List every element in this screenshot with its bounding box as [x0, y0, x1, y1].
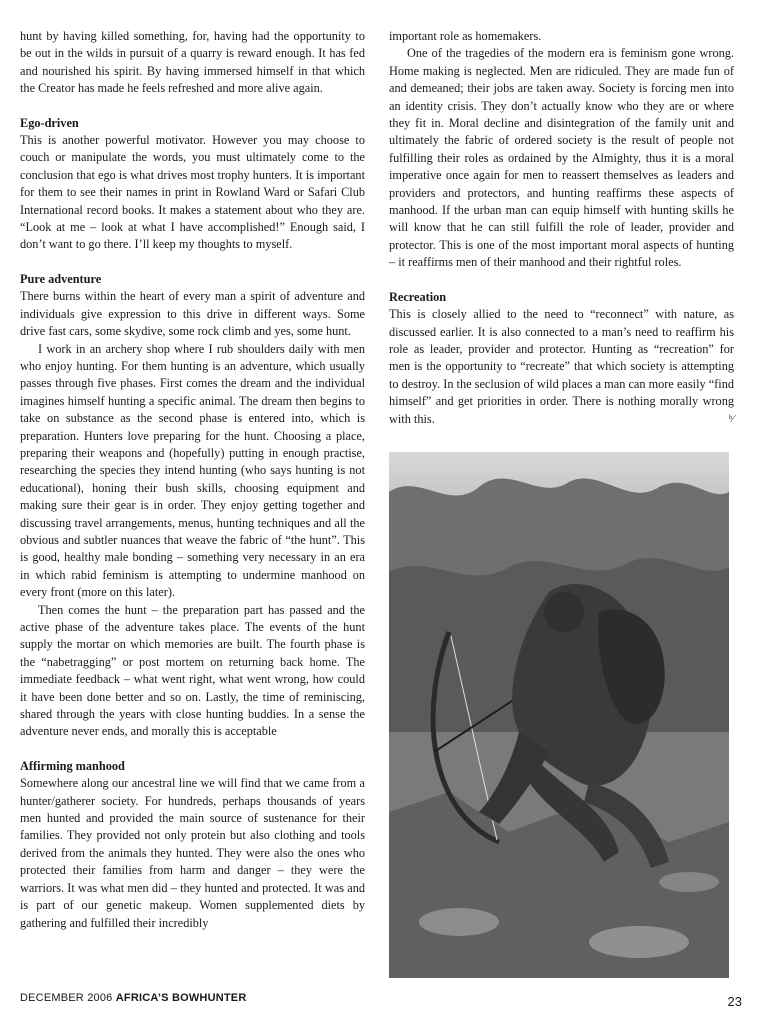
section-heading-recreation: Recreation	[389, 289, 447, 304]
left-column	[20, 28, 365, 932]
paragraph: important role as homemakers.	[389, 29, 542, 43]
section-heading-affirming-manhood: Affirming manhood	[20, 758, 125, 773]
right-column	[389, 28, 734, 428]
paragraph	[389, 306, 734, 428]
section-heading-pure-adventure: Pure adventure	[20, 271, 102, 286]
hunter-head	[544, 592, 584, 632]
rock	[659, 872, 719, 892]
paragraph: Somewhere along our ancestral line we will find that we came from a hunter/gatherer society. For hundreds, perhaps thousands of years men hunted and provided the main source of sustenance for their families. They provided not only protein but also clothing and tools derived from the animals they hunted. They were also the ones who protected their families from harm and danger – they were the warriors. It was what men did – they hunted and protected. It was and is part of our genetic makeup. Women supplemented diets by gathering and fulfilled their incredibly	[20, 776, 365, 930]
rock	[419, 908, 499, 936]
bowhunter-photo	[389, 452, 729, 978]
paragraph: This is another powerful motivator. However you may choose to couch or manipulate the words, you must ultimately come to the conclusion that ego is what drives most trophy hunters. It is important for them to see their names in print in Rowland Ward or Safari Club International record books. It makes a statement about who they are. “Look at me – look at what I have accomplished!” Enough said, I don’t want to go there. I’ll keep my thoughts to myself.	[20, 133, 365, 252]
bowhunter-illustration	[389, 452, 729, 978]
issue-date: DECEMBER 2006	[20, 992, 113, 1004]
footer-issue-line	[20, 992, 246, 1004]
paragraph: One of the tragedies of the modern era is feminism gone wrong. Home making is neglected. Men are ridiculed. They are made fun of and demeaned; their jobs are taken away. Society is forcing men into an identity crisis. They don’t actually know who they are or where they fit in. Moral decline and disintegration of the family unit and ultimately the fabric of ordered society is the result of people not fulfilling their roles as ordained by the Almighty, thus it is a moral imperative once again for men to reassert themselves as leaders and providers and protectors, and hunting reaffirms these aspects of manhood. If the urban man can equip himself with hunting skills he will know that he can still fulfill the role of leader, provider and protector. This is one of the most important moral aspects of hunting – it reaffirms men of their manhood and their rightful roles.	[389, 46, 734, 270]
section-heading-ego-driven: Ego-driven	[20, 115, 79, 130]
paragraph: hunt by having killed something, for, having had the opportunity to be out in the wilds in pursuit of a quarry is reward enough. It has fed and nourished his spirit. By having immersed himself in that which the Creator has made he feels refreshed and more alive again.	[20, 29, 365, 96]
paragraph: Then comes the hunt – the preparation part has passed and the active phase of the adventure takes place. The events of the hunt supply the mortar on which memories are built. The fourth phase is the “nabetragging” or post mortem on returning back home. The immediate feedback – what went right, what went wrong, how could it have been done better and so on. Lastly, the time of reminiscing, shared through the years with close hunting buddies. In a sense the adventure never ends, and morally this is acceptable	[20, 602, 365, 739]
paragraph: There burns within the heart of every man a spirit of adventure and individuals give expression to this drive in different ways. Some drive fast cars, some skydive, some rock climb and yes, some hunt.	[20, 289, 365, 339]
paragraph: I work in an archery shop where I rub shoulders daily with men who enjoy hunting. For them hunting is an adventure, which usually passes through five phases. First comes the dream and the individual imagines himself hunting a specific animal. The dream then begins to take on substance as the second phase is entered into, which is preparation. Hunters love preparing for the hunt. Choosing a place, preparing their weapons and (hopefully) putting in enough practise, researching the species they intend hunting (who says hunting is not educational), honing their bush skills, choosing equipment and making sure their gear is in order. They enjoy getting together and discussing travel arrangements, menus, hunting techniques and all the obvious and subtler nuances that weave the fabric of “the hunt”. This is good, healthy male bonding – something very necessary in an era in which rabid feminism is attempting to undermine manhood on every front (more on this later).	[20, 341, 365, 600]
end-of-article-mark: ᵇ⁄	[728, 412, 734, 425]
magazine-name: AFRICA’S BOWHUNTER	[115, 992, 247, 1004]
page-number: 23	[727, 994, 742, 1009]
paragraph-text: This is closely allied to the need to “reconnect” with nature, as discussed earlier. It is also connected to a man’s need to reaffirm his role as leader, provider and protector. Hunting as “recreation” for men is the opportunity to “recreate” that which society is attempting to destroy. In the seclusion of wild places a man can more easily “find himself” and get priorities in order. There is nothing morally wrong with this.	[389, 307, 734, 426]
rock	[589, 926, 689, 958]
